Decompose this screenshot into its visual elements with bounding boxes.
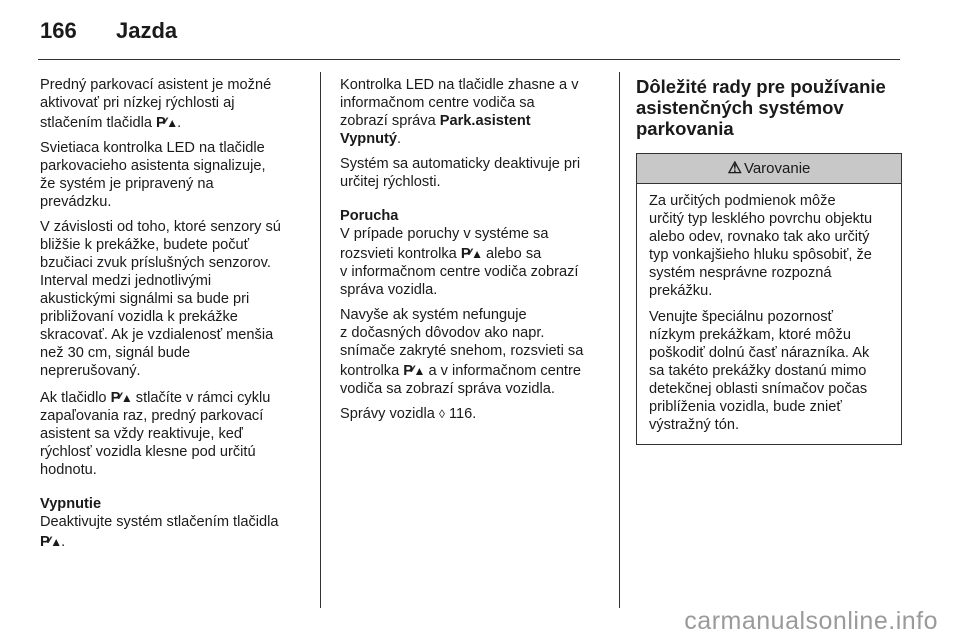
section-heading: Vypnutie [40, 496, 102, 512]
chapter-title: Jazda [116, 18, 178, 43]
page-header [40, 18, 177, 48]
park-assist-button-icon: P⁄⁄⁄▲ [460, 246, 482, 262]
warning-box [636, 153, 902, 445]
section-porucha [340, 207, 608, 299]
paragraph [340, 405, 608, 423]
paragraph: Svietiaca kontrolka LED na tlačidle parkovacieho asistenta signalizuje, že systém je pripravený na prevádzku. [40, 140, 266, 210]
section-heading: Dôležité rady pre používanie asistenčných systémov parkovania [636, 76, 886, 139]
text: Ak tlačidlo [40, 390, 107, 406]
text: Kontrolka LED na tlačidle zhasne a v informačnom centre vodiča sa zobrazí správa [340, 77, 579, 129]
section-heading: Porucha [340, 208, 399, 224]
column-divider-2 [619, 72, 620, 608]
text: Správy vozidla [340, 406, 439, 422]
header-rule [38, 59, 900, 60]
text: a v informačnom centre vodiča sa zobrazí správa vozidla. [340, 363, 581, 397]
warning-label: Varovanie [743, 160, 811, 177]
watermark: carmanualsonline.info [684, 607, 938, 635]
page-reference-icon: ◊ [438, 407, 445, 421]
column-1 [40, 76, 312, 558]
paragraph [340, 306, 608, 398]
message-text: Park.asistent Vypnutý [340, 113, 531, 147]
section-vypnutie [40, 495, 312, 551]
page-reference-link[interactable]: 116. [448, 406, 477, 422]
text: stlačíte v rámci cyklu zapaľovania raz, predný parkovací asistent sa vždy reaktivuje, keď rýchlosť vozidla klesne pod určitú hodnotu. [40, 390, 271, 478]
text: . [397, 131, 402, 147]
warning-body [637, 184, 901, 444]
park-assist-button-icon: P⁄⁄⁄▲ [40, 534, 62, 550]
paragraph: V závislosti od toho, ktoré senzory sú bližšie k prekážke, budete počuť bzučiaci zvuk príslušných senzorov. Interval medzi jednotlivými akustickými signálmi sa bude pri približovaní vozidla k prekážke skracovať. Ak je vzdialenosť menšia než 30 cm, signál bude neprerušovaný. [40, 219, 281, 379]
text: alebo sa v informačnom centre vodiča zobrazí správa vozidla. [340, 246, 579, 298]
park-assist-button-icon: P⁄⁄⁄▲ [403, 363, 425, 379]
warning-paragraph: Venujte špeciálnu pozornosť nízkym prekážkam, ktoré môžu poškodiť dolnú časť nárazníka. Ak sa takéto prekážky dostanú mimo detekčnej oblasti snímačov počas priblíženia vozidla, bude znieť výstražný tón. [649, 309, 870, 433]
paragraph [40, 387, 312, 479]
paragraph [340, 76, 608, 148]
warning-paragraph: Za určitých podmienok môže určitý typ lesklého povrchu objektu alebo odev, rovnako tak ako určitý typ vonkajšieho hluku spôsobiť, že systém nesprávne rozpozná prekážku. [649, 193, 873, 299]
warning-triangle-icon: ⚠ [727, 160, 742, 177]
text: Navyše ak systém nefunguje z dočasných dôvodov ako napr. snímače zakryté snehom, rozsvieti sa kontrolka [340, 307, 584, 379]
column-divider-1 [320, 72, 321, 608]
text: Predný parkovací asistent je možné aktivovať pri nízkej rýchlosti aj stlačením tlačidla [40, 77, 272, 131]
paragraph: Systém sa automaticky deaktivuje pri určitej rýchlosti. [340, 156, 581, 190]
text: . [177, 115, 182, 131]
text: V prípade poruchy v systéme sa rozsvieti kontrolka [340, 226, 549, 262]
park-assist-button-icon: P⁄⁄⁄▲ [156, 115, 178, 131]
column-2 [340, 76, 608, 430]
page-number: 166 [40, 18, 77, 43]
paragraph [40, 76, 312, 132]
warning-header [637, 153, 901, 184]
park-assist-button-icon: P⁄⁄⁄▲ [110, 390, 132, 406]
text: . [61, 534, 66, 550]
column-3 [636, 76, 902, 445]
text: Deaktivujte systém stlačením tlačidla [40, 514, 279, 530]
